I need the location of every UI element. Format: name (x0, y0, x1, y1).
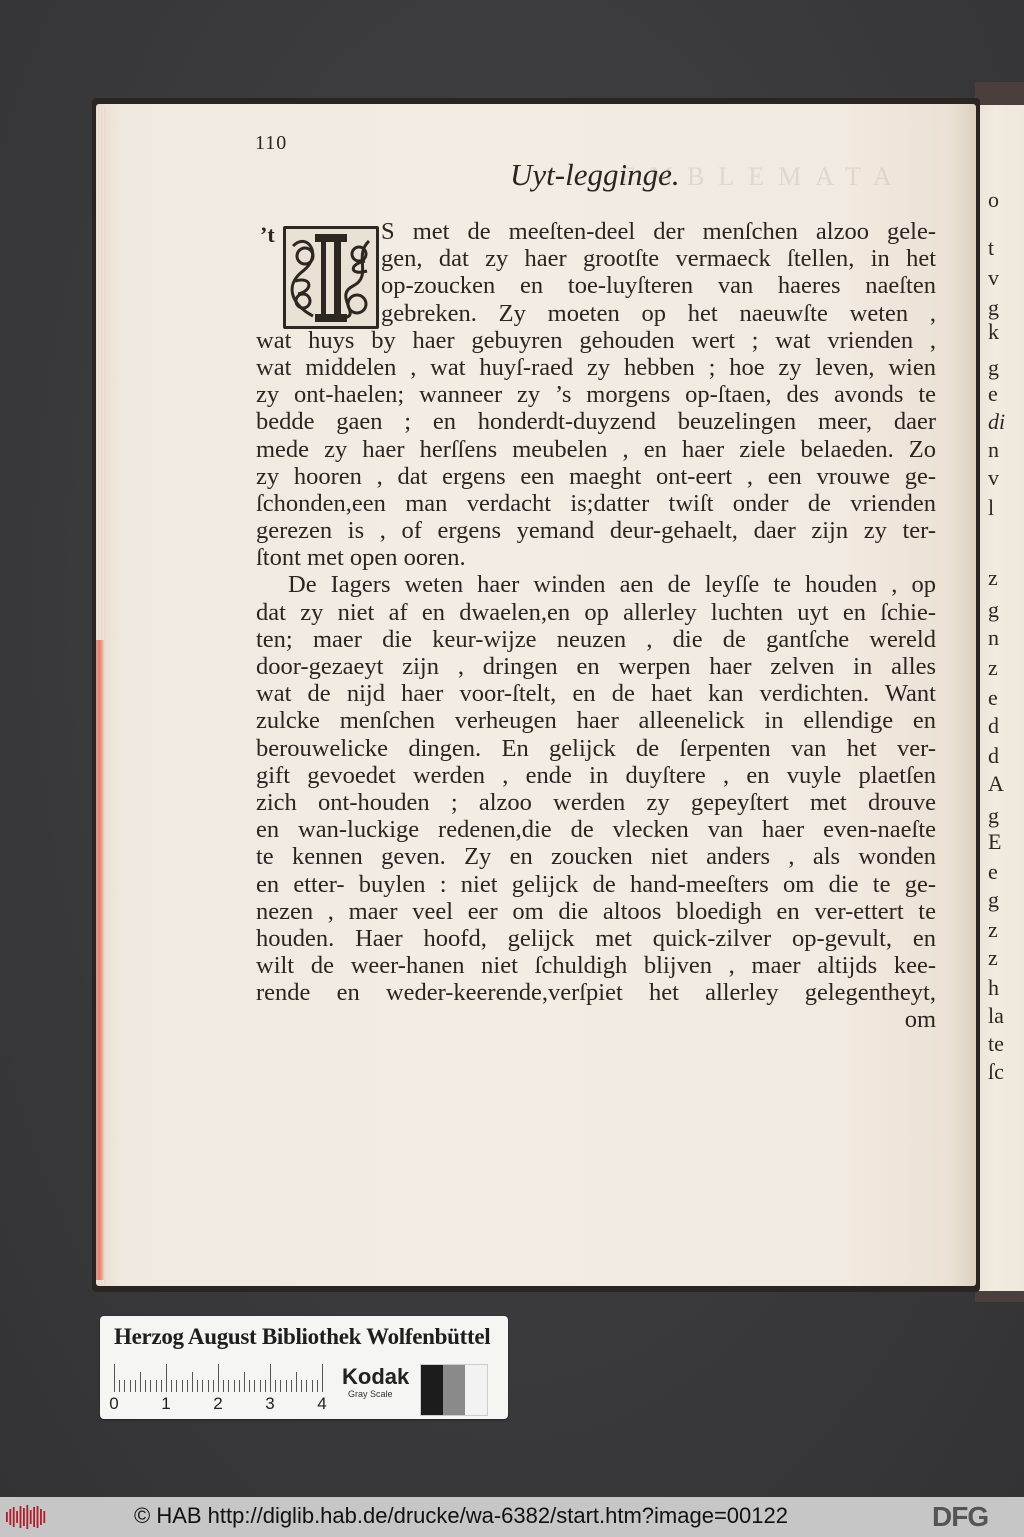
ruler-tick (286, 1380, 287, 1392)
text-line: door-gezaeyt zijn , dringen en werpen haer zelven in alles (256, 653, 936, 680)
ruler-tick (317, 1380, 318, 1392)
ruler-tick (124, 1380, 125, 1392)
ruler-tick (218, 1364, 219, 1392)
facing-page-letter: e (988, 381, 998, 406)
ruler-tick (270, 1364, 271, 1392)
ruler-number: 1 (161, 1394, 171, 1413)
text-line: berouwelicke dingen. En gelijck de ſerpenten van het ver- (256, 734, 936, 762)
facing-page-letter: g (988, 803, 999, 828)
facing-page-letter: z (988, 655, 998, 680)
text-line: ten; maer die keur-wijze neuzen , die de gantſche wereld (256, 625, 936, 653)
text-line: gift gevoedet werden , ende in duyſtere , en vuyle plaetſen (256, 761, 936, 789)
ruler-tick (166, 1364, 167, 1392)
gray-scale-patches (420, 1364, 488, 1416)
text-line: S met de meeſten-deel der menſchen alzoo gele- (381, 218, 936, 245)
text-line: ſtont met open ooren. (256, 544, 466, 572)
ruler-tick (171, 1380, 172, 1392)
facing-page-letter: g (988, 597, 999, 622)
facing-page-letter: E (988, 829, 1002, 854)
ruler-tick (202, 1380, 203, 1392)
body-text (256, 218, 936, 1034)
ruler-tick (228, 1380, 229, 1392)
ruler-tick (208, 1380, 209, 1392)
text-line: zy hooren , dat ergens een maeght ont-eert , een vrouwe ge- (256, 462, 936, 490)
gray-patch (443, 1365, 465, 1415)
ruler-tick (213, 1380, 214, 1392)
text-line: ſchonden,een man verdacht is;datter twiſt onder de vrienden (256, 489, 936, 517)
facing-page-letter: n (988, 625, 999, 650)
ruler-tick (239, 1380, 240, 1392)
ruler-tick (291, 1380, 292, 1392)
text-line: zy ont-haelen; wanneer zy ’s morgens op-ſtaen, des avonds te (256, 381, 936, 409)
text-line: wat middelen , wat huyſ-raed zy hebben ; hoe zy leven, wien (256, 353, 936, 381)
kodak-logo: Kodak (342, 1364, 410, 1389)
ruler-tick (145, 1380, 146, 1392)
ruler-tick (254, 1380, 255, 1392)
facing-page-letter: k (988, 319, 999, 344)
catchword: om (904, 1006, 936, 1034)
text-line: wat de nijd haer voor-ſtelt, en de haet kan verdichten. Want (256, 680, 936, 708)
text-line: gen, dat zy haer grootſte vermaeck ſtellen, in het (381, 245, 936, 273)
ruler-tick (161, 1380, 162, 1392)
facing-page-letter: v (988, 465, 999, 490)
ruler-tick (192, 1372, 193, 1392)
ruler-number: 2 (213, 1394, 223, 1413)
gray-patch (421, 1365, 443, 1415)
facing-page-letter: t (988, 235, 995, 260)
text-line: bedde gaen ; en honderdt-duyzend beuzelingen meer, daer (256, 408, 936, 436)
text-line: rende en weder-keerende,verſpiet het allerley gelegentheyt, (256, 979, 936, 1007)
facing-page-letter: d (988, 713, 999, 738)
facing-page-letter: la (988, 1003, 1004, 1028)
text-line: wat huys by haer gebuyren gehouden wert ; wat vrienden , (256, 326, 936, 354)
text-line: dat zy niet af en dwaelen,en op allerley luchten uyt en ſchie- (256, 598, 936, 626)
ruler-tick (234, 1380, 235, 1392)
facing-page-letter: n (988, 437, 999, 462)
facing-page-letter: te (988, 1031, 1004, 1056)
ruler-tick (260, 1380, 261, 1392)
text-line: De Iagers weten haer winden aen de leyſſe te houden , op (288, 571, 936, 599)
facing-page-letter: l (988, 495, 995, 520)
facing-page-letter: di (988, 409, 1006, 434)
ruler-tick (301, 1380, 302, 1392)
facing-page-letter: z (988, 917, 998, 942)
show-through-text: EMBLEMATA (620, 162, 906, 191)
ruler-tick (244, 1372, 245, 1392)
ruler-tick (140, 1372, 141, 1392)
hab-logo-icon (6, 1505, 48, 1529)
text-line: wilt de weer-hanen niet ſchuldigh blijven , maer altijds kee- (256, 952, 936, 980)
facing-page-letter: e (988, 685, 998, 710)
text-line: zich ont-houden ; alzoo werden zy gepeyſtert met drouve (256, 788, 936, 816)
ruler-tick (306, 1380, 307, 1392)
facing-page-letter: ſc (988, 1059, 1004, 1084)
facing-page-letter: h (988, 975, 999, 1000)
ruler-tick (322, 1364, 323, 1392)
facing-page-letter: e (988, 859, 998, 884)
ruler-tick (114, 1364, 115, 1392)
text-line: gerezen is , of ergens yemand deur-gehaelt, daer zijn zy ter- (256, 517, 936, 545)
ruler-tick (135, 1380, 136, 1392)
kodak-subtitle: Gray Scale (348, 1389, 393, 1399)
ruler-tick (265, 1380, 266, 1392)
text-line: mede zy haer herſſens meubelen , en haer ziele belaeden. Zo (256, 435, 936, 463)
dropcap-prefix: ’t (260, 222, 275, 247)
ruler-number: 0 (109, 1394, 119, 1413)
ruler-tick (197, 1380, 198, 1392)
dfg-logo: DFG (932, 1501, 989, 1532)
text-line: nezen , maer veel eer om die altoos bloedigh en ver-ettert te (256, 897, 936, 925)
ruler-tick (312, 1380, 313, 1392)
facing-page-letter: z (988, 945, 998, 970)
ruler-tick (275, 1380, 276, 1392)
ruler-tick (119, 1380, 120, 1392)
ruler-tick (296, 1372, 297, 1392)
ruler-number: 3 (265, 1394, 275, 1413)
library-label-card (100, 1316, 508, 1419)
facing-page-letter: A (988, 771, 1004, 796)
ruler-tick (249, 1380, 250, 1392)
facing-page-letter: v (988, 265, 999, 290)
facing-page-letter: o (988, 187, 999, 212)
ruler-tick (223, 1380, 224, 1392)
red-page-edge (96, 640, 104, 1280)
text-line: op-zoucken en toe-luyſteren van haeres naeſten (381, 272, 936, 300)
scale-ruler (109, 1364, 334, 1414)
text-line: en etter- buylen : niet gelijck de hand-meeſters om die te ge- (256, 870, 936, 898)
footer-bar (0, 1497, 1024, 1537)
text-line: gebreken. Zy moeten op het naeuwſte weten , (381, 299, 936, 327)
facing-page-letter: d (988, 743, 999, 768)
library-name: Herzog August Bibliothek Wolfenbüttel (114, 1324, 491, 1349)
ruler-tick (130, 1380, 131, 1392)
section-heading: Uyt-legginge. (510, 157, 680, 192)
footer-credit-link[interactable]: © HAB http://diglib.hab.de/drucke/wa-6382/start.htm?image=00122 (134, 1503, 788, 1528)
text-line: zulcke menſchen verheugen haer alleenelick in ellendige en (256, 707, 936, 735)
ruler-tick (156, 1380, 157, 1392)
text-line: en wan-luckige redenen,die de vlecken van haer even-naeſte (256, 816, 936, 844)
ruler-tick (187, 1380, 188, 1392)
gray-patch (465, 1365, 487, 1415)
facing-page-letter: z (988, 565, 998, 590)
facing-page-letter: g (988, 295, 999, 320)
facing-page-letter: g (988, 887, 999, 912)
page-number: 110 (255, 132, 288, 154)
ruler-number: 4 (317, 1394, 327, 1413)
ruler-tick (280, 1380, 281, 1392)
ruler-tick (176, 1380, 177, 1392)
text-line: te kennen geven. Zy en zoucken niet anders , als wonden (256, 843, 936, 871)
facing-page-letter: g (988, 355, 999, 380)
ruler-tick (182, 1380, 183, 1392)
text-line: houden. Haer hoofd, gelijck met quick-zilver op-gevult, en (256, 924, 936, 952)
ruler-tick (150, 1380, 151, 1392)
